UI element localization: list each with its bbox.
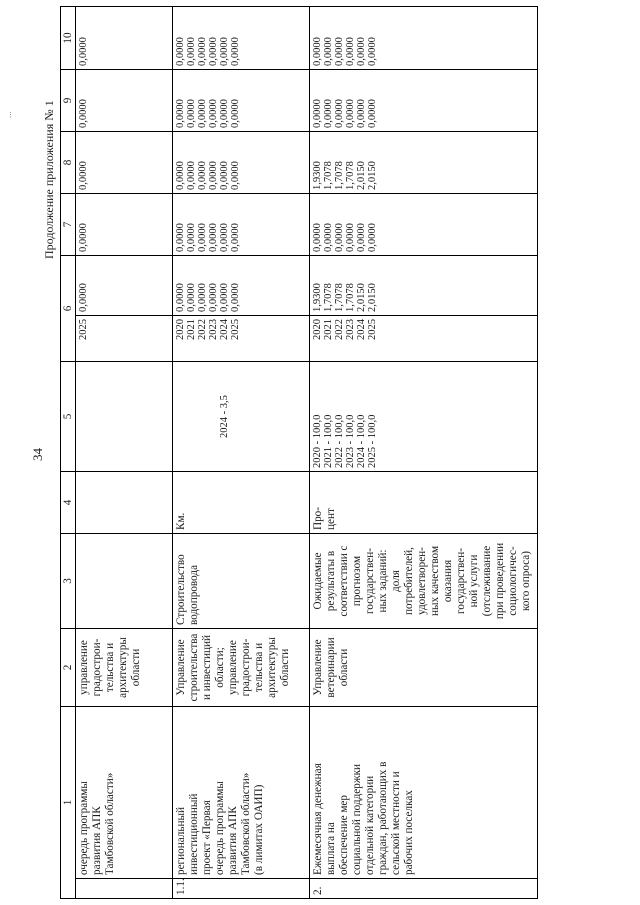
row-number	[76, 879, 173, 899]
column-number-1: 1	[61, 707, 76, 899]
column-number-9: 9	[61, 70, 76, 132]
column-number-8: 8	[61, 132, 76, 194]
unit: Про- цент	[310, 472, 538, 534]
financing-column-10: 0,0000 0,0000 0,0000 0,0000 0,0000 0,0000	[310, 7, 538, 70]
row-number: 2.	[310, 879, 538, 899]
unit: Км.	[173, 472, 310, 534]
financing-column-8: 0,0000 0,0000 0,0000 0,0000 0,0000 0,0000	[173, 132, 310, 194]
financing-column-6: 1,9300 1,7078 1,7078 1,7078 2,0150 2,0150	[310, 256, 538, 316]
financing-column-9: 0,0000 0,0000 0,0000 0,0000 0,0000 0,0000	[310, 70, 538, 132]
executor: управление градострои- тельства и архитектуры области	[76, 629, 173, 707]
table-row	[310, 7, 538, 899]
indicator	[76, 534, 173, 629]
column-number-7: 7	[61, 194, 76, 256]
financing-column-8: 1,9300 1,7078 1,7078 1,7078 2,0150 2,0150	[310, 132, 538, 194]
column-number-10: 10	[61, 7, 76, 70]
indicator: Ожидаемые результаты в соответствии с прогнозом государствен- ных заданий: доля потребителей, удовлетворен- ных качеством оказания государствен- ной услуги (отслеживание при проведении социологичес- кого опроса)	[310, 534, 538, 629]
target-values: 2024 - 3,5	[173, 362, 310, 472]
column-number-5: 5	[61, 362, 76, 472]
continuation-label: Продолжение приложения № 1	[42, 100, 56, 259]
event-name: Ежемесячная денежная выплата на обеспечение мер социальной поддержки отдельной категории граждан, работающих в сельской местности и рабочих поселках	[310, 707, 538, 879]
unit	[76, 472, 173, 534]
column-number-2: 2	[61, 629, 76, 707]
financing-column-9: 0,0000 0,0000 0,0000 0,0000 0,0000 0,0000	[173, 70, 310, 132]
indicator: Строительство водопровода	[173, 534, 310, 629]
year-list: 2020 2021 2022 2023 2024 2025	[173, 316, 310, 362]
year-list: 2020 2021 2022 2023 2024 2025	[310, 316, 538, 362]
event-name: очередь программы развития АПК Тамбовской области»	[76, 707, 173, 879]
column-number-6: 6	[61, 256, 76, 362]
financing-column-7: 0,0000 0,0000 0,0000 0,0000 0,0000 0,0000	[310, 194, 538, 256]
target-values: 2020 - 100,0 2021 - 100,0 2022 - 100,0 2023 - 100,0 2024 - 100,0 2025 - 100,0	[310, 362, 538, 472]
page-number: 34	[30, 448, 45, 461]
executor: Управление ветеринарии области	[310, 629, 538, 707]
year-list: 2025	[76, 316, 173, 362]
financing-column-8: 0,0000	[76, 132, 173, 194]
financing-column-7: 0,0000 0,0000 0,0000 0,0000 0,0000 0,0000	[173, 194, 310, 256]
executor: Управление строительства и инвестиций области; управление градострои- тельства и архитектуры области	[173, 629, 310, 707]
target-values	[76, 362, 173, 472]
row-number: 1.1.	[173, 879, 310, 899]
table-row	[76, 7, 173, 899]
financing-column-7: 0,0000	[76, 194, 173, 256]
column-number-3: 3	[61, 534, 76, 629]
financing-column-9: 0,0000	[76, 70, 173, 132]
financing-column-6: 0,0000	[76, 256, 173, 316]
financing-column-10: 0,0000	[76, 7, 173, 70]
financing-column-10: 0,0000 0,0000 0,0000 0,0000 0,0000 0,0000	[173, 7, 310, 70]
appendix-table	[60, 6, 538, 899]
page-top-edge-text: ...	[3, 111, 13, 118]
event-name: региональный инвестиционный проект «Первая очередь программы развития АПК Тамбовской области» (в лимитах ОАИП)	[173, 707, 310, 879]
column-number-row	[61, 7, 76, 899]
table-row	[173, 7, 310, 899]
column-number-4: 4	[61, 472, 76, 534]
financing-column-6: 0,0000 0,0000 0,0000 0,0000 0,0000 0,0000	[173, 256, 310, 316]
